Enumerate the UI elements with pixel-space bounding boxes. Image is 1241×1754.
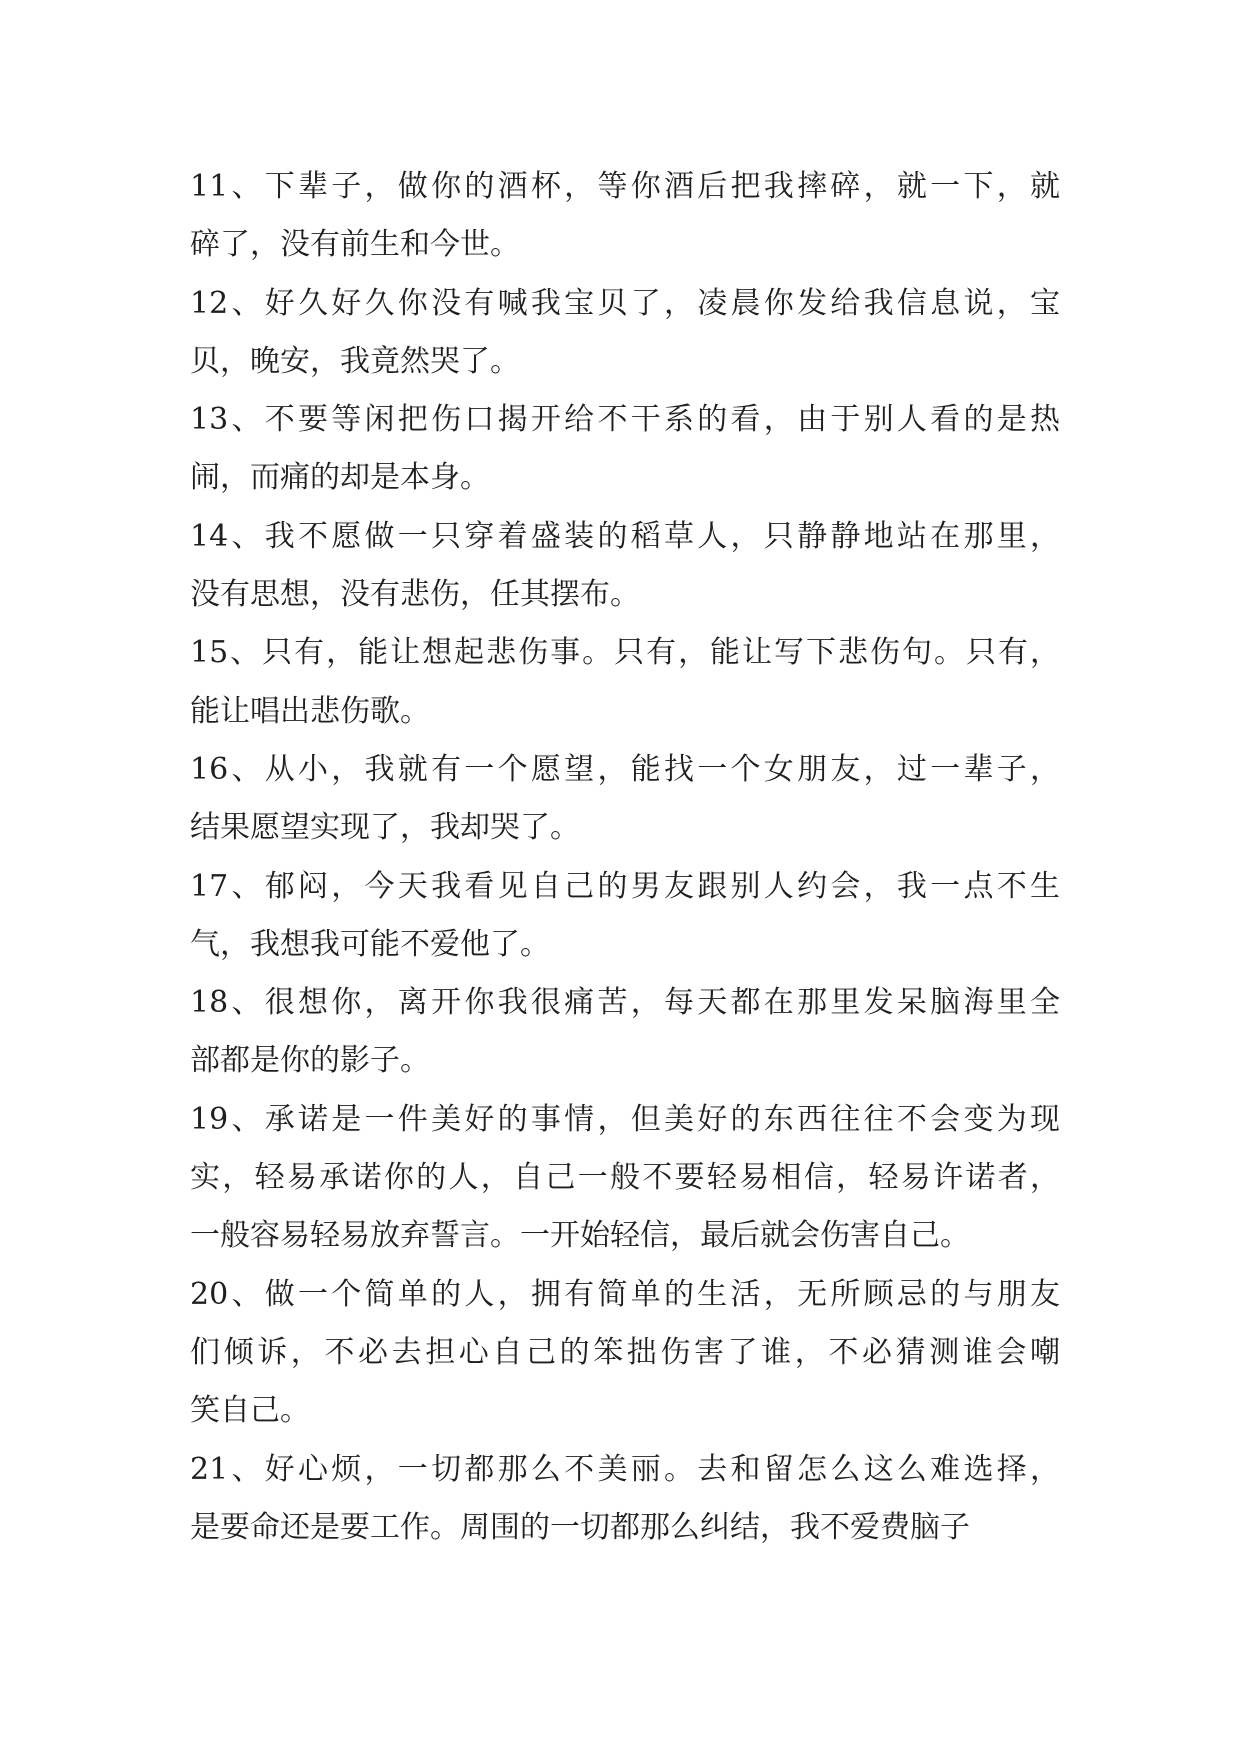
paragraph-line: 实，轻易承诺你的人，自己一般不要轻易相信，轻易许诺者，: [190, 1160, 1060, 1196]
paragraph-line: 19、承诺是一件美好的事情，但美好的东西往往不会变为现: [190, 1101, 1060, 1137]
list-item: [190, 391, 1060, 508]
paragraph-line: 贝，晚安，我竟然哭了。: [190, 343, 520, 379]
paragraph-line: 14、我不愿做一只穿着盛装的稻草人，只静静地站在那里，: [190, 518, 1060, 554]
list-item: [190, 741, 1060, 858]
paragraph-line: 们倾诉，不必去担心自己的笨拙伤害了谁，不必猜测谁会嘲: [190, 1334, 1060, 1370]
paragraph-line: 闹，而痛的却是本身。: [190, 460, 490, 496]
paragraph-line: 21、好心烦，一切都那么不美丽。去和留怎么这么难选择，: [190, 1451, 1060, 1487]
paragraph-line: 11、下辈子，做你的酒杯，等你酒后把我摔碎，就一下，就: [190, 169, 1060, 204]
paragraph-line: 17、郁闷，今天我看见自己的男友跟别人约会，我一点不生: [190, 868, 1060, 904]
paragraph-line: 16、从小，我就有一个愿望，能找一个女朋友，过一辈子，: [190, 751, 1060, 787]
paragraph-line: 20、做一个简单的人，拥有简单的生活，无所顾忌的与朋友: [190, 1276, 1060, 1312]
paragraph-line: 一般容易轻易放弃誓言。一开始轻信，最后就会伤害自己。: [190, 1218, 970, 1254]
paragraph-line: 结果愿望实现了，我却哭了。: [190, 810, 580, 846]
list-item: [190, 1266, 1060, 1441]
paragraph-line: 能让唱出悲伤歌。: [190, 693, 430, 729]
list-item: [190, 1091, 1060, 1266]
paragraph-line: 18、很想你，离开你我很痛苦，每天都在那里发呆脑海里全: [190, 985, 1060, 1021]
list-item: [190, 1441, 1060, 1558]
paragraph-line: 部都是你的影子。: [190, 1043, 430, 1079]
paragraph-line: 12、好久好久你没有喊我宝贝了，凌晨你发给我信息说，宝: [190, 285, 1060, 321]
list-item: [190, 508, 1060, 625]
list-item: [190, 275, 1060, 392]
paragraph-line: 没有思想，没有悲伤，任其摆布。: [190, 577, 640, 613]
list-item: [190, 858, 1060, 975]
list-item: [190, 974, 1060, 1091]
document-body: [190, 158, 1060, 1557]
paragraph-line: 笑自己。: [190, 1393, 310, 1429]
paragraph-line: 碎了，没有前生和今世。: [190, 227, 520, 263]
list-item: [190, 158, 1060, 275]
paragraph-line: 是要命还是要工作。周围的一切都那么纠结，我不爱费脑子: [190, 1509, 970, 1545]
paragraph-line: 13、不要等闲把伤口揭开给不干系的看，由于别人看的是热: [190, 402, 1060, 438]
list-item: [190, 624, 1060, 741]
paragraph-line: 15、只有，能让想起悲伤事。只有，能让写下悲伤句。只有，: [190, 635, 1060, 671]
paragraph-line: 气，我想我可能不爱他了。: [190, 926, 550, 962]
